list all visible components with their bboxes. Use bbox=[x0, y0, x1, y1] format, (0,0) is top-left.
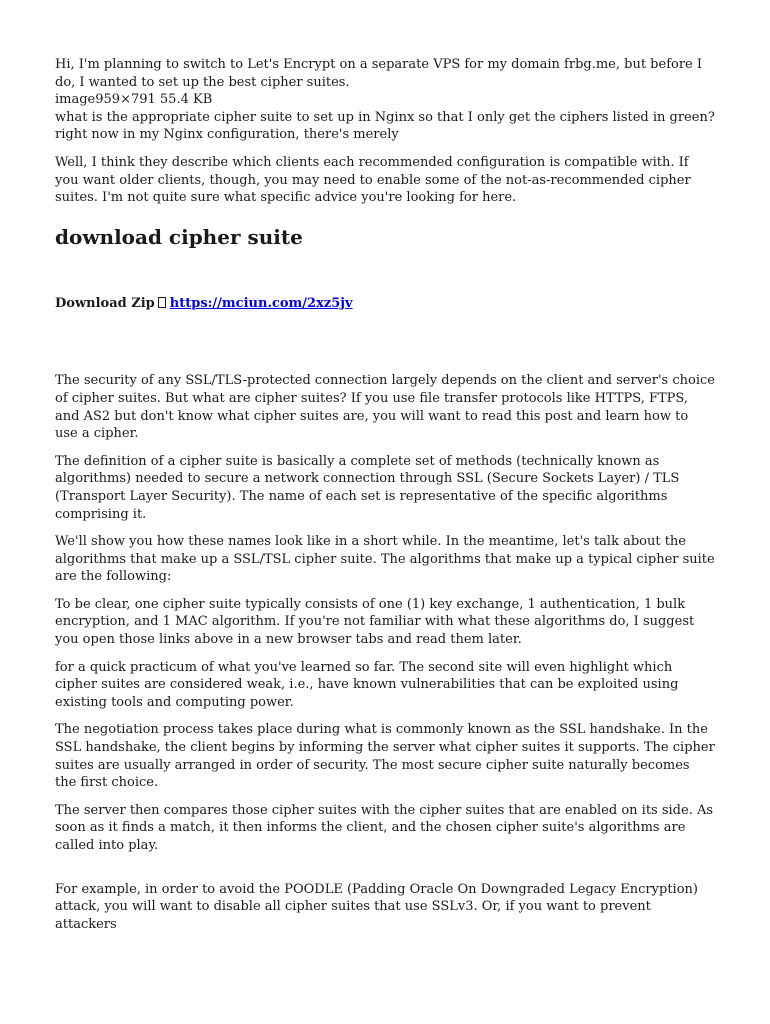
download-link[interactable]: https://mciun.com/2xz5jv bbox=[169, 295, 353, 311]
intro-followup: what is the appropriate cipher suite to set up in Nginx so that I only get the ciphers listed in green? right now in my Nginx configuration, there's merely bbox=[55, 109, 715, 143]
reply-paragraph: Well, I think they describe which clients each recommended configuration is compatible with. If you want older clients, though, you may need to enable some of the not-as-recommended cipher suites. I'm not quite sure what specific advice you're looking for here. bbox=[55, 154, 691, 206]
body-paragraph: We'll show you how these names look like in a short while. In the meantime, let's talk about the algorithms that make up a SSL/TSL cipher suite. The algorithms that make up a typical cipher suite are the following: bbox=[55, 534, 715, 585]
body-paragraph: The security of any SSL/TLS-protected connection largely depends on the client and server's choice of cipher suites. But what are cipher suites? If you use file transfer protocols like HTTPS, FTPS, and AS2 but don't know what cipher suites are, you will want to read this post and learn how to use a cipher. bbox=[55, 373, 715, 442]
body-paragraph: The server then compares those cipher suites with the cipher suites that are enabled on its side. As soon as it finds a match, it then informs the client, and the chosen cipher suite's algorithms are called into play. bbox=[55, 802, 714, 853]
body-paragraph: For example, in order to avoid the POODLE (Padding Oracle On Downgraded Legacy Encryption) attack, you will want to disable all cipher suites that use SSLv3. Or, if you want to prevent attackers bbox=[55, 881, 698, 932]
body-paragraph: for a quick practicum of what you've learned so far. The second site will even highlight which cipher suites are considered weak, i.e., have known vulnerabilities that can be exploited using existing tools and computing power. bbox=[55, 659, 679, 710]
body-paragraph: The negotiation process takes place during what is commonly known as the SSL handshake. In the SSL handshake, the client begins by informing the server what cipher suites it supports. The cipher suites are usually arranged in order of security. The most secure cipher suite naturally becomes the first choice. bbox=[55, 722, 715, 791]
intro-question: Hi, I'm planning to switch to Let's Encrypt on a separate VPS for my domain frbg.me, but before I do, I wanted to set up the best cipher suites. bbox=[55, 57, 703, 90]
download-label: Download Zip bbox=[55, 295, 155, 311]
document-page bbox=[55, 56, 715, 933]
intro-block bbox=[55, 56, 715, 144]
page-title: download cipher suite bbox=[55, 224, 303, 249]
body-paragraph: The definition of a cipher suite is basically a complete set of methods (technically known as algorithms) needed to secure a network connection through SSL (Secure Sockets Layer) / TLS (Transport Layer Security). The name of each set is representative of the specific algorithms comprising it. bbox=[55, 453, 680, 522]
image-attachment-info: image959×791 55.4 KB bbox=[55, 92, 213, 108]
download-line bbox=[55, 295, 715, 313]
arrow-icon bbox=[158, 297, 166, 308]
body-paragraph: To be clear, one cipher suite typically consists of one (1) key exchange, 1 authentication, 1 bulk encryption, and 1 MAC algorithm. If you're not familiar with what these algorithms do, I suggest you open those links above in a new browser tabs and read them later. bbox=[55, 596, 695, 648]
